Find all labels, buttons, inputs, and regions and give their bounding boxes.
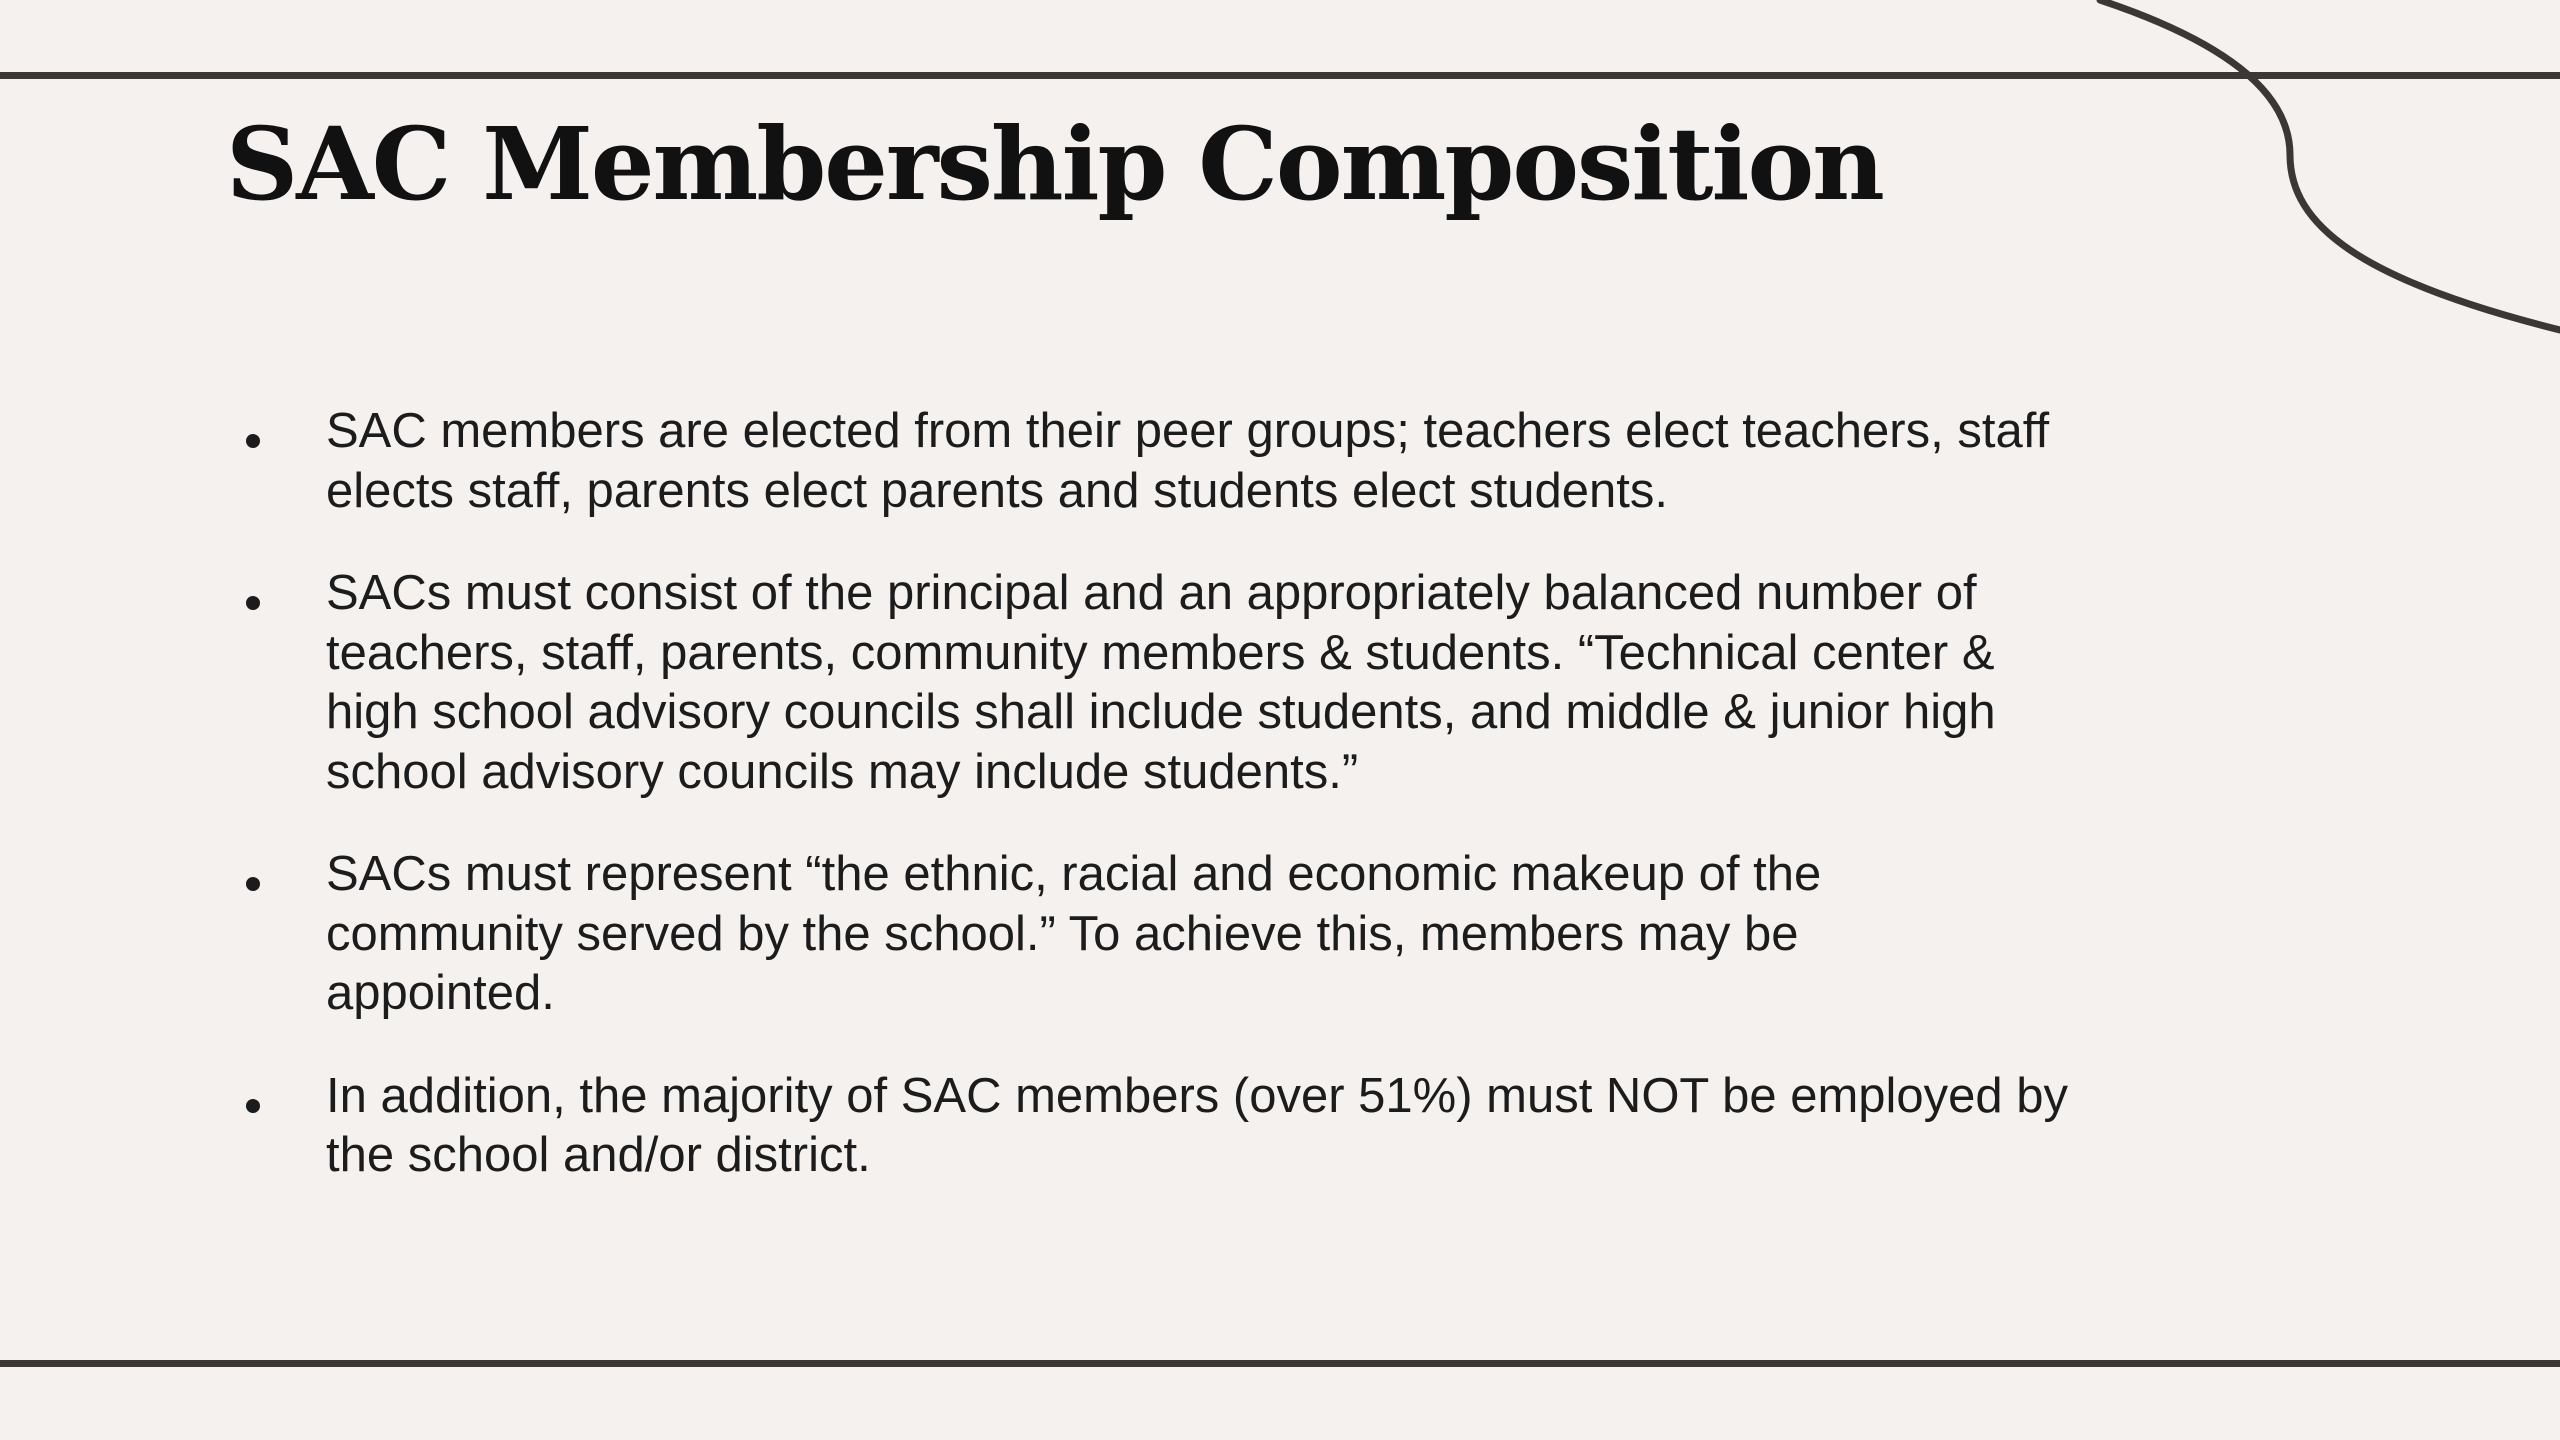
bullet-item-council-composition xyxy=(226,564,2346,802)
bullet-dot-icon xyxy=(246,1099,260,1113)
bottom-divider-line xyxy=(0,1360,2560,1367)
bullet-text: In addition, the majority of SAC members (over 51%) must NOT be employed by the school and/or district. xyxy=(326,1068,2069,1182)
bullet-item-majority-rule xyxy=(226,1067,2346,1186)
bullet-item-peer-election xyxy=(226,402,2346,521)
top-divider-line xyxy=(0,72,2560,79)
bullet-dot-icon xyxy=(246,596,260,610)
bullet-text: SACs must represent “the ethnic, racial and economic makeup of the community served by the school.” To achieve this, members may be appointed. xyxy=(326,847,1822,1020)
slide-title: SAC Membership Composition xyxy=(226,105,1883,223)
bullet-item-community-representation xyxy=(226,845,2346,1024)
bullet-text: SAC members are elected from their peer groups; teachers elect teachers, staff elects staff, parents elect parents and students elect students. xyxy=(326,404,2050,518)
bullet-text: SACs must consist of the principal and an appropriately balanced number of teachers, staff, parents, community members & students. “Technical center & high school advisory councils shall include students, and middle & junior high school advisory councils may include students.” xyxy=(326,566,1996,799)
bullet-dot-icon xyxy=(246,877,260,891)
bullet-list xyxy=(226,402,2346,1229)
bullet-dot-icon xyxy=(246,434,260,448)
